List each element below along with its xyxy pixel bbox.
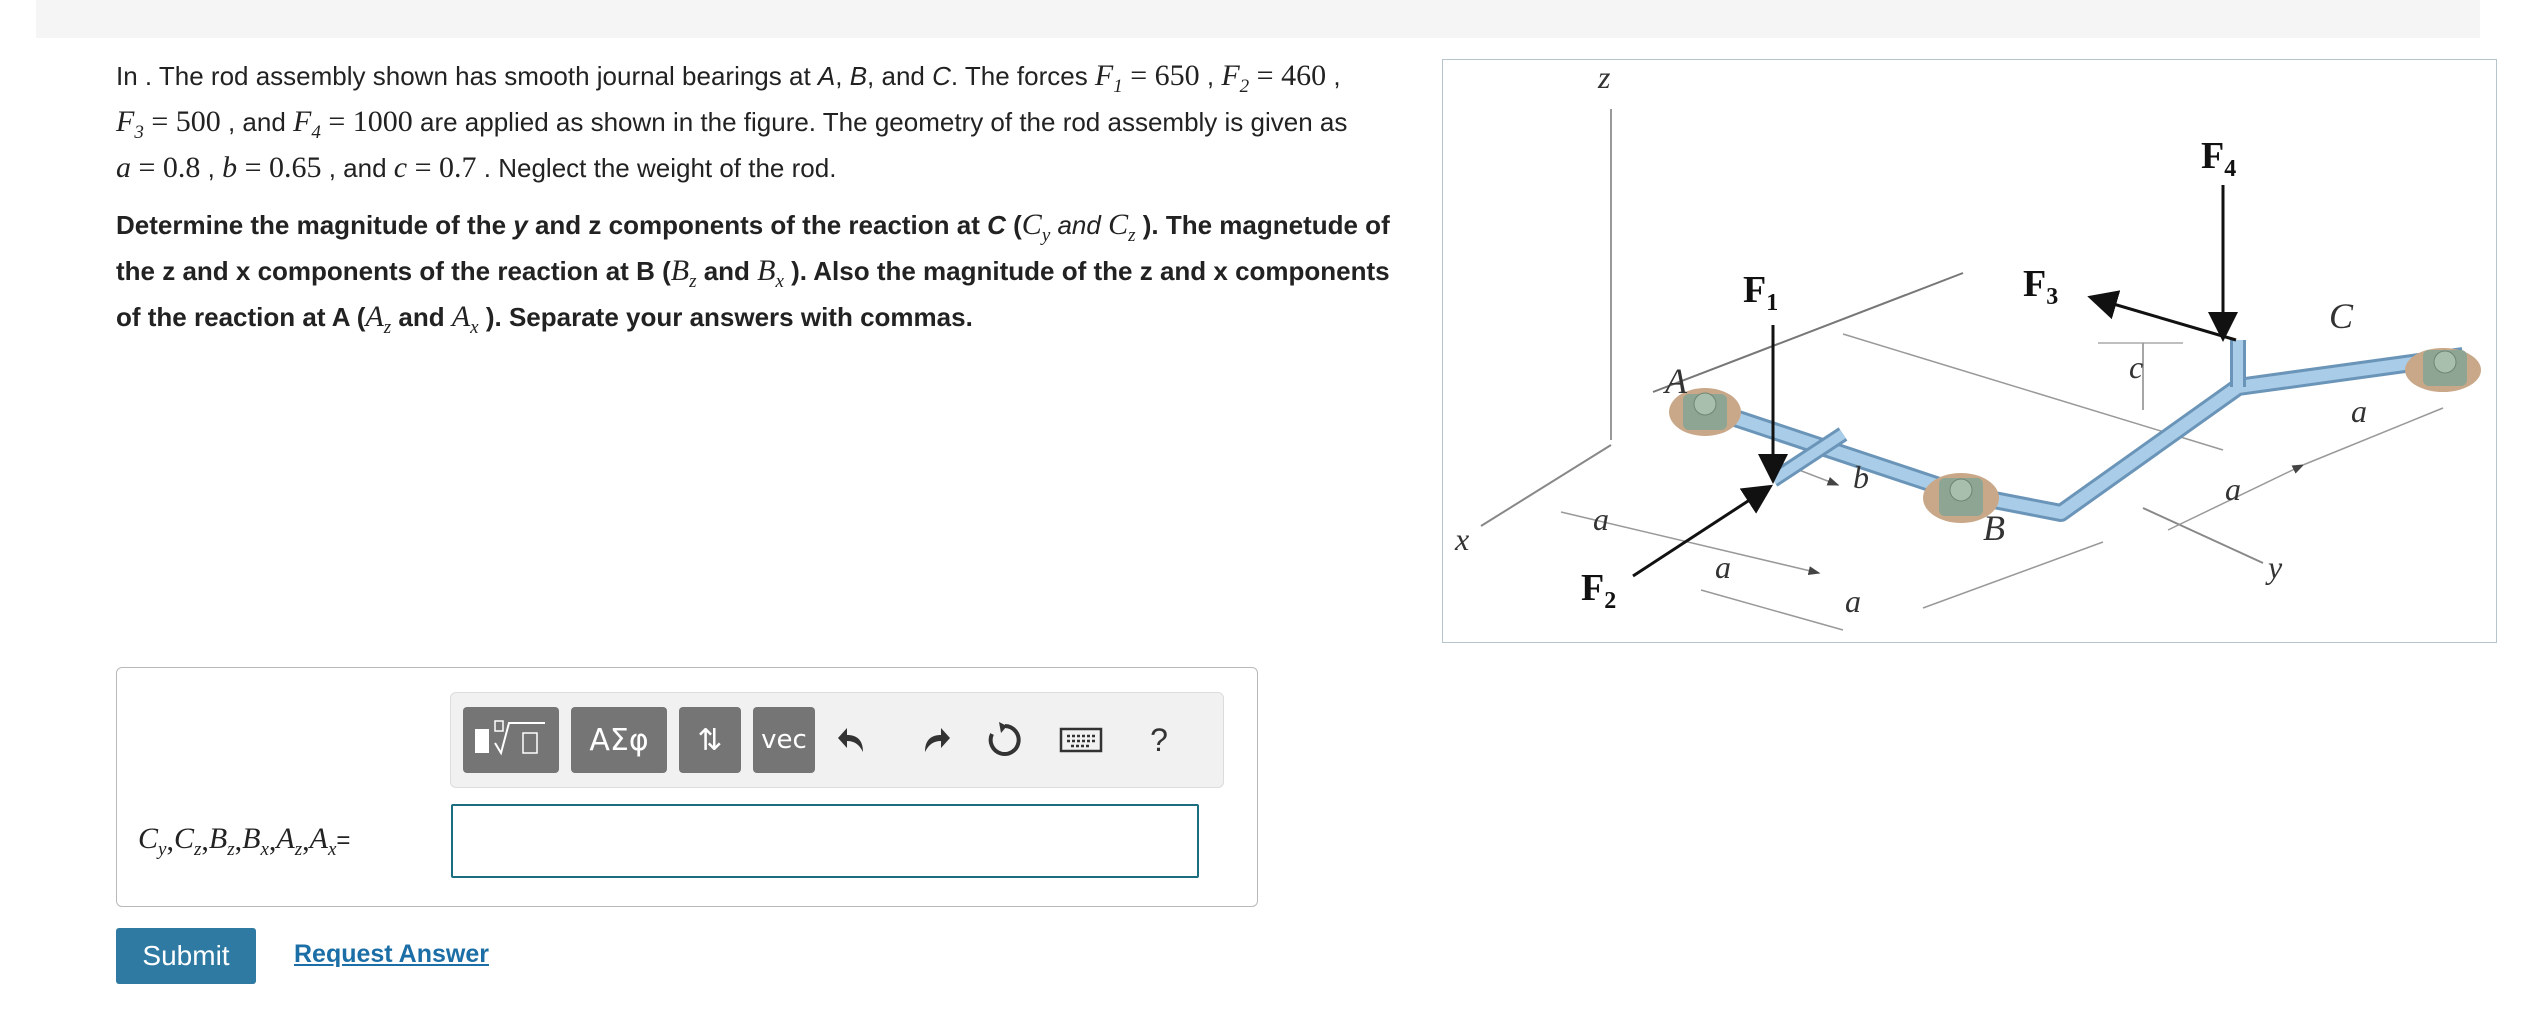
F3-label: $F_3$ [2023, 263, 2059, 310]
question-text: Determine the magnitude of the y and z components of the reaction at C ($C_y$ and $C_z$ ). The magnetude of the z and x components of the reaction at B ($B_z$ and $B_x$ ). Also the magnitude of the z and x components of the reaction at A ($A_z$ and $A_x$ ). Separate your answers with commas. [116, 208, 1390, 338]
undo-icon [837, 720, 877, 760]
construction-line [1653, 273, 1963, 392]
help-button[interactable]: ? [1150, 721, 1168, 758]
dim-a-label: a [2351, 393, 2367, 429]
dimension-line-a [2303, 408, 2443, 465]
dim-a-label: a [1715, 549, 1731, 585]
bearing-C [2405, 348, 2481, 392]
F2-label: $F_2$ [1581, 567, 1617, 614]
redo-icon [911, 720, 951, 760]
math-toolbar [450, 692, 1224, 788]
dim-a-label: a [2225, 471, 2241, 507]
y-axis-label: y [2268, 549, 2283, 585]
problem-statement [116, 58, 1406, 366]
reset-button[interactable] [977, 711, 1033, 769]
request-answer-link[interactable]: Request Answer [294, 940, 489, 968]
force-F3-arrow [2093, 298, 2236, 340]
keyboard-icon [1059, 725, 1103, 755]
problem-text: In . The rod assembly shown has smooth journal bearings at A, B, and C. The forces $F_1 = 650$ , $F_2 = 460$ , $F_3 = 500$ , and $F_4 = 1000$ are applied as shown in the figure. The geometry of the rod assembly is given as a = 0.8 , b = 0.65 , and c = 0.7 . Neglect the weight of the rod. [116, 59, 1348, 184]
answer-label: $C_y$ , $C_z$ , $B_z$ , $B_x$ , $A_z$ , $A_x$ = [138, 821, 351, 860]
dim-a-label: a [1845, 583, 1861, 619]
vector-button[interactable]: vec [753, 707, 815, 773]
force-F2-arrow [1633, 488, 1768, 576]
redo-button[interactable] [903, 711, 959, 769]
rod-assembly-diagram [1443, 60, 2496, 642]
greek-symbols-button[interactable]: ΑΣφ [571, 707, 667, 773]
point-A-label: A [1665, 361, 1687, 401]
submit-button[interactable]: Submit [116, 928, 256, 984]
dim-a-label: a [1593, 501, 1609, 537]
z-axis-label: z [1598, 60, 1611, 95]
dimension-line-a [1923, 542, 2103, 608]
templates-icon [471, 717, 551, 763]
dim-b-label: b [1853, 459, 1869, 495]
dim-c-label: c [2129, 349, 2144, 385]
x-axis-label: x [1455, 521, 1470, 557]
y-axis [2143, 508, 2263, 563]
reset-icon [985, 720, 1025, 760]
F4-label: $F_4$ [2201, 135, 2237, 182]
top-bar [36, 0, 2480, 38]
arrows-button[interactable]: ⇅ [679, 707, 741, 773]
dimension-line-a [1701, 590, 1843, 630]
rod-assembly-figure [1442, 59, 2497, 643]
answer-input[interactable] [451, 804, 1199, 878]
templates-button[interactable] [463, 707, 559, 773]
point-C-label: C [2329, 296, 2354, 336]
x-axis [1481, 445, 1611, 526]
point-B-label: B [1983, 508, 2005, 548]
F1-label: $F_1$ [1743, 269, 1779, 316]
keyboard-button[interactable] [1053, 711, 1109, 769]
undo-button[interactable] [829, 711, 885, 769]
